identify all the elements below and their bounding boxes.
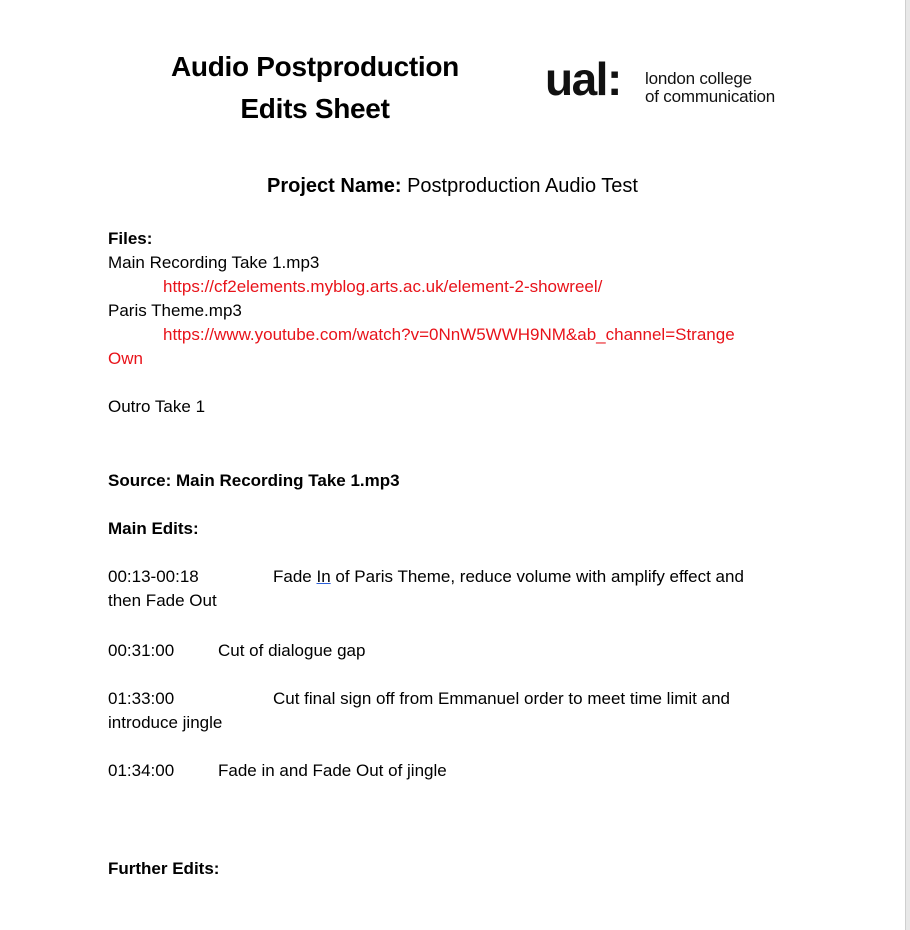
edit-1-desc-underlined: In — [316, 567, 331, 586]
edit-3-time: 01:33:00 — [108, 689, 175, 708]
edit-1-description-cont: then Fade Out — [108, 591, 217, 610]
project-name-label: Project Name: — [267, 175, 402, 197]
logo-mark: ual: — [545, 53, 621, 105]
source-label: Source: Main Recording Take 1.mp3 — [108, 471, 400, 490]
edit-3-description: Cut final sign off from Emmanuel order to meet time limit and — [273, 689, 730, 708]
project-name-value: Postproduction Audio Test — [407, 175, 638, 197]
link-youtube[interactable]: https://www.youtube.com/watch?v=0NnW5WWH9NM&ab_channel=Strange — [163, 325, 735, 344]
file-main-recording: Main Recording Take 1.mp3 — [108, 253, 320, 272]
files-heading: Files: — [108, 229, 153, 248]
edit-2-description: Cut of dialogue gap — [218, 641, 366, 660]
page-title — [140, 46, 490, 130]
logo-line-1: london college — [645, 69, 752, 88]
edit-4-description: Fade in and Fade Out of jingle — [218, 761, 447, 780]
logo-text — [645, 70, 815, 106]
edit-2-time: 00:31:00 — [108, 641, 175, 660]
edit-1-desc-pre: Fade — [273, 567, 317, 586]
file-paris-theme: Paris Theme.mp3 — [108, 301, 242, 320]
file-outro: Outro Take 1 — [108, 397, 206, 416]
edit-1-time: 00:13-00:18 — [108, 567, 199, 586]
main-edits-heading: Main Edits: — [108, 519, 199, 538]
link-youtube-cont[interactable]: Own — [108, 349, 143, 368]
logo-line-2: of communication — [645, 87, 776, 106]
further-edits-heading: Further Edits: — [108, 859, 220, 878]
project-name — [0, 172, 905, 200]
edit-4-time: 01:34:00 — [108, 761, 175, 780]
title-line-2: Edits Sheet — [240, 93, 390, 124]
link-showreel[interactable]: https://cf2elements.myblog.arts.ac.uk/element-2-showreel/ — [163, 277, 603, 296]
title-line-1: Audio Postproduction — [171, 51, 459, 82]
edit-1-desc-post: of Paris Theme, reduce volume with amplify effect and — [330, 567, 744, 586]
edit-3-description-cont: introduce jingle — [108, 713, 223, 732]
edit-1-description — [273, 565, 744, 589]
